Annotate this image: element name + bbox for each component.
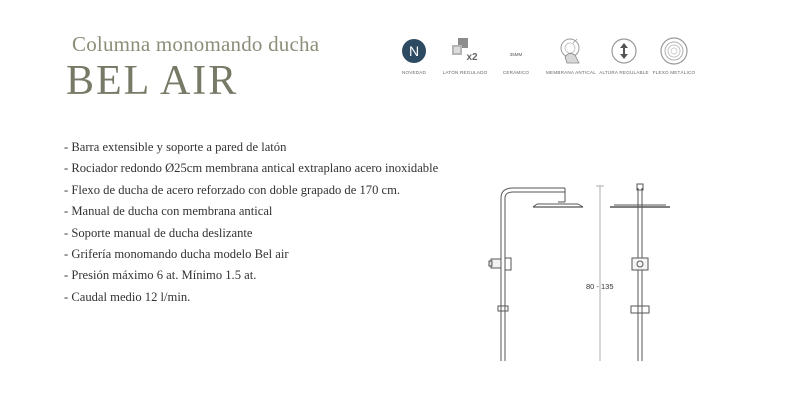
ceramic-feature (488, 34, 544, 76)
svg-text:N: N (408, 43, 420, 59)
list-item: - Grifería monomando ducha modelo Bel air (64, 244, 438, 265)
height-label: ALTURA REGULABLE (599, 70, 649, 75)
brass-feature (437, 34, 493, 76)
novelty-n-badge-icon (401, 38, 427, 64)
metal-hose-icon (658, 35, 690, 67)
shower-column-technical-drawing (488, 176, 678, 366)
anticalc-feature (543, 34, 599, 76)
ceramic-label: CERÁMICO (502, 70, 530, 75)
anticalc-membrane-icon (555, 35, 587, 67)
list-item: - Caudal medio 12 l/min. (64, 287, 438, 308)
list-item: - Flexo de ducha de acero reforzado con doble grapado de 170 cm. (64, 180, 438, 201)
novelty-label: NOVEDAD (401, 70, 427, 75)
hose-feature (646, 34, 702, 76)
brass-x2-icon (450, 36, 480, 66)
list-item: - Soporte manual de ducha deslizante (64, 223, 438, 244)
svg-text:35MM: 35MM (509, 52, 523, 57)
list-item: - Presión máximo 6 at. Mínimo 1.5 at. (64, 265, 438, 286)
height-feature (596, 34, 652, 76)
page-subtitle: Columna monomando ducha (72, 32, 320, 56)
feature-icons-row (0, 34, 800, 94)
dimension-line (596, 186, 604, 361)
brass-label: LATÓN REGULADO (442, 70, 488, 75)
page-title: BEL AIR (66, 58, 239, 104)
list-item: - Manual de ducha con membrana antical (64, 201, 438, 222)
list-item: - Barra extensible y soporte a pared de latón (64, 137, 438, 158)
svg-text:x2: x2 (466, 52, 478, 63)
adjustable-height-icon (609, 36, 639, 66)
dimension-label: 80 - 135 (586, 282, 614, 291)
feature-list (64, 137, 438, 308)
anticalc-label: MEMBRANA ANTICAL (546, 70, 596, 75)
ceramic-cartridge-icon (501, 36, 531, 66)
side-view (489, 188, 583, 361)
list-item: - Rociador redondo Ø25cm membrana antical extraplano acero inoxidable (64, 158, 438, 179)
hose-label: FLEXO METÁLICO (652, 70, 696, 75)
front-view (610, 184, 670, 361)
novelty-feature (386, 34, 442, 76)
